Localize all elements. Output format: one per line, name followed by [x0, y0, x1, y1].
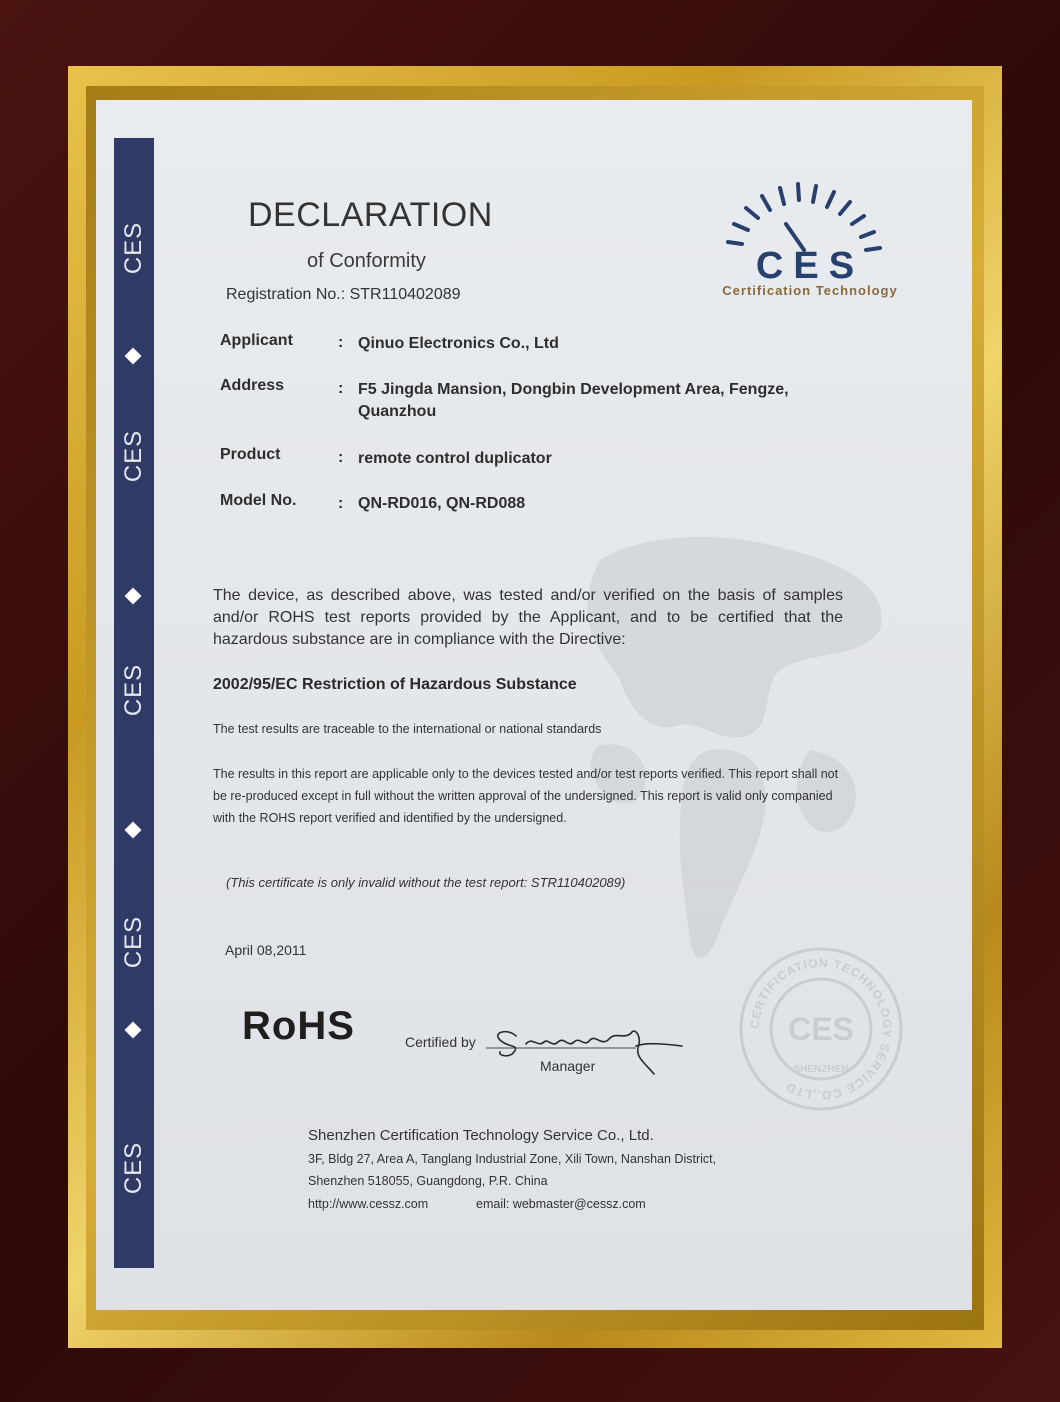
- field-value-address-line2: Quanzhou: [358, 403, 437, 420]
- rohs-mark: RoHS: [242, 1004, 355, 1048]
- issue-date: April 08,2011: [225, 942, 307, 958]
- issuer-address-line1: 3F, Bldg 27, Area A, Tanglang Industrial Zone, Xili Town, Nanshan District,: [308, 1152, 717, 1166]
- document-subtitle: of Conformity: [307, 250, 426, 272]
- logo-tagline: Certification Technology: [722, 283, 898, 298]
- diamond-icon: [125, 348, 142, 365]
- issuer-email: email: webmaster@cessz.com: [476, 1197, 646, 1211]
- field-value-model: QN-RD016, QN-RD088: [358, 495, 526, 512]
- field-colon: :: [338, 449, 344, 466]
- issuer-address-line2: Shenzhen 518055, Guangdong, P.R. China: [308, 1174, 548, 1188]
- seal-bottom-text: SHENZHEN: [793, 1064, 849, 1075]
- issuer-website: http://www.cessz.com: [308, 1197, 429, 1211]
- ces-logo: [700, 180, 920, 300]
- issuer-company: Shenzhen Certification Technology Service Co., Ltd.: [308, 1127, 654, 1144]
- band-label-3: CES: [120, 663, 148, 717]
- band-label-4: CES: [120, 915, 148, 969]
- field-value-product: remote control duplicator: [358, 450, 552, 467]
- field-colon: :: [338, 334, 344, 351]
- diamond-icon: [125, 1022, 142, 1039]
- directive-title: 2002/95/EC Restriction of Hazardous Substance: [213, 676, 577, 693]
- field-label-model: Model No.: [220, 492, 297, 509]
- traceable-statement: The test results are traceable to the international or national standards: [213, 722, 602, 736]
- field-label-applicant: Applicant: [220, 332, 293, 349]
- logo-wordmark: CES: [755, 245, 865, 287]
- document-title: DECLARATION: [248, 196, 493, 234]
- field-colon: :: [338, 380, 344, 397]
- field-label-product: Product: [220, 446, 281, 463]
- band-label-5: CES: [120, 1141, 148, 1195]
- diamond-icon: [125, 588, 142, 605]
- seal-ring-text: CERTIFICATION TECHNOLOGY SERVICE CO.,LTD: [747, 955, 895, 1103]
- compliance-statement: The device, as described above, was tested and/or verified on the basis of samples and/or ROHS test reports provided by the Applicant, and to be certified that the hazardous substance are in compliance with the Directive:: [213, 587, 843, 648]
- band-label-2: CES: [120, 429, 148, 483]
- registration-number: Registration No.: STR110402089: [226, 286, 461, 303]
- seal-center-text: CES: [788, 1011, 854, 1047]
- signer-title: Manager: [540, 1058, 596, 1074]
- field-value-address: F5 Jingda Mansion, Dongbin Development Area, Fengze,: [358, 381, 789, 398]
- field-value-applicant: Qinuo Electronics Co., Ltd: [358, 335, 559, 352]
- company-seal: [736, 944, 906, 1114]
- diamond-icon: [125, 822, 142, 839]
- applicability-statement: The results in this report are applicable only to the devices tested and/or test reports verified. This report shall not be re-produced except in full without the written approval of the undersigned. This report is valid only companied with the ROHS report verified and identified by the undersigned.: [213, 767, 839, 825]
- side-band: [114, 138, 154, 1268]
- validity-note: (This certificate is only invalid without the test report: STR110402089): [226, 875, 626, 890]
- field-colon: :: [338, 495, 344, 512]
- band-label-1: CES: [120, 221, 148, 275]
- certified-by-label: Certified by: [405, 1034, 476, 1050]
- field-label-address: Address: [220, 377, 285, 394]
